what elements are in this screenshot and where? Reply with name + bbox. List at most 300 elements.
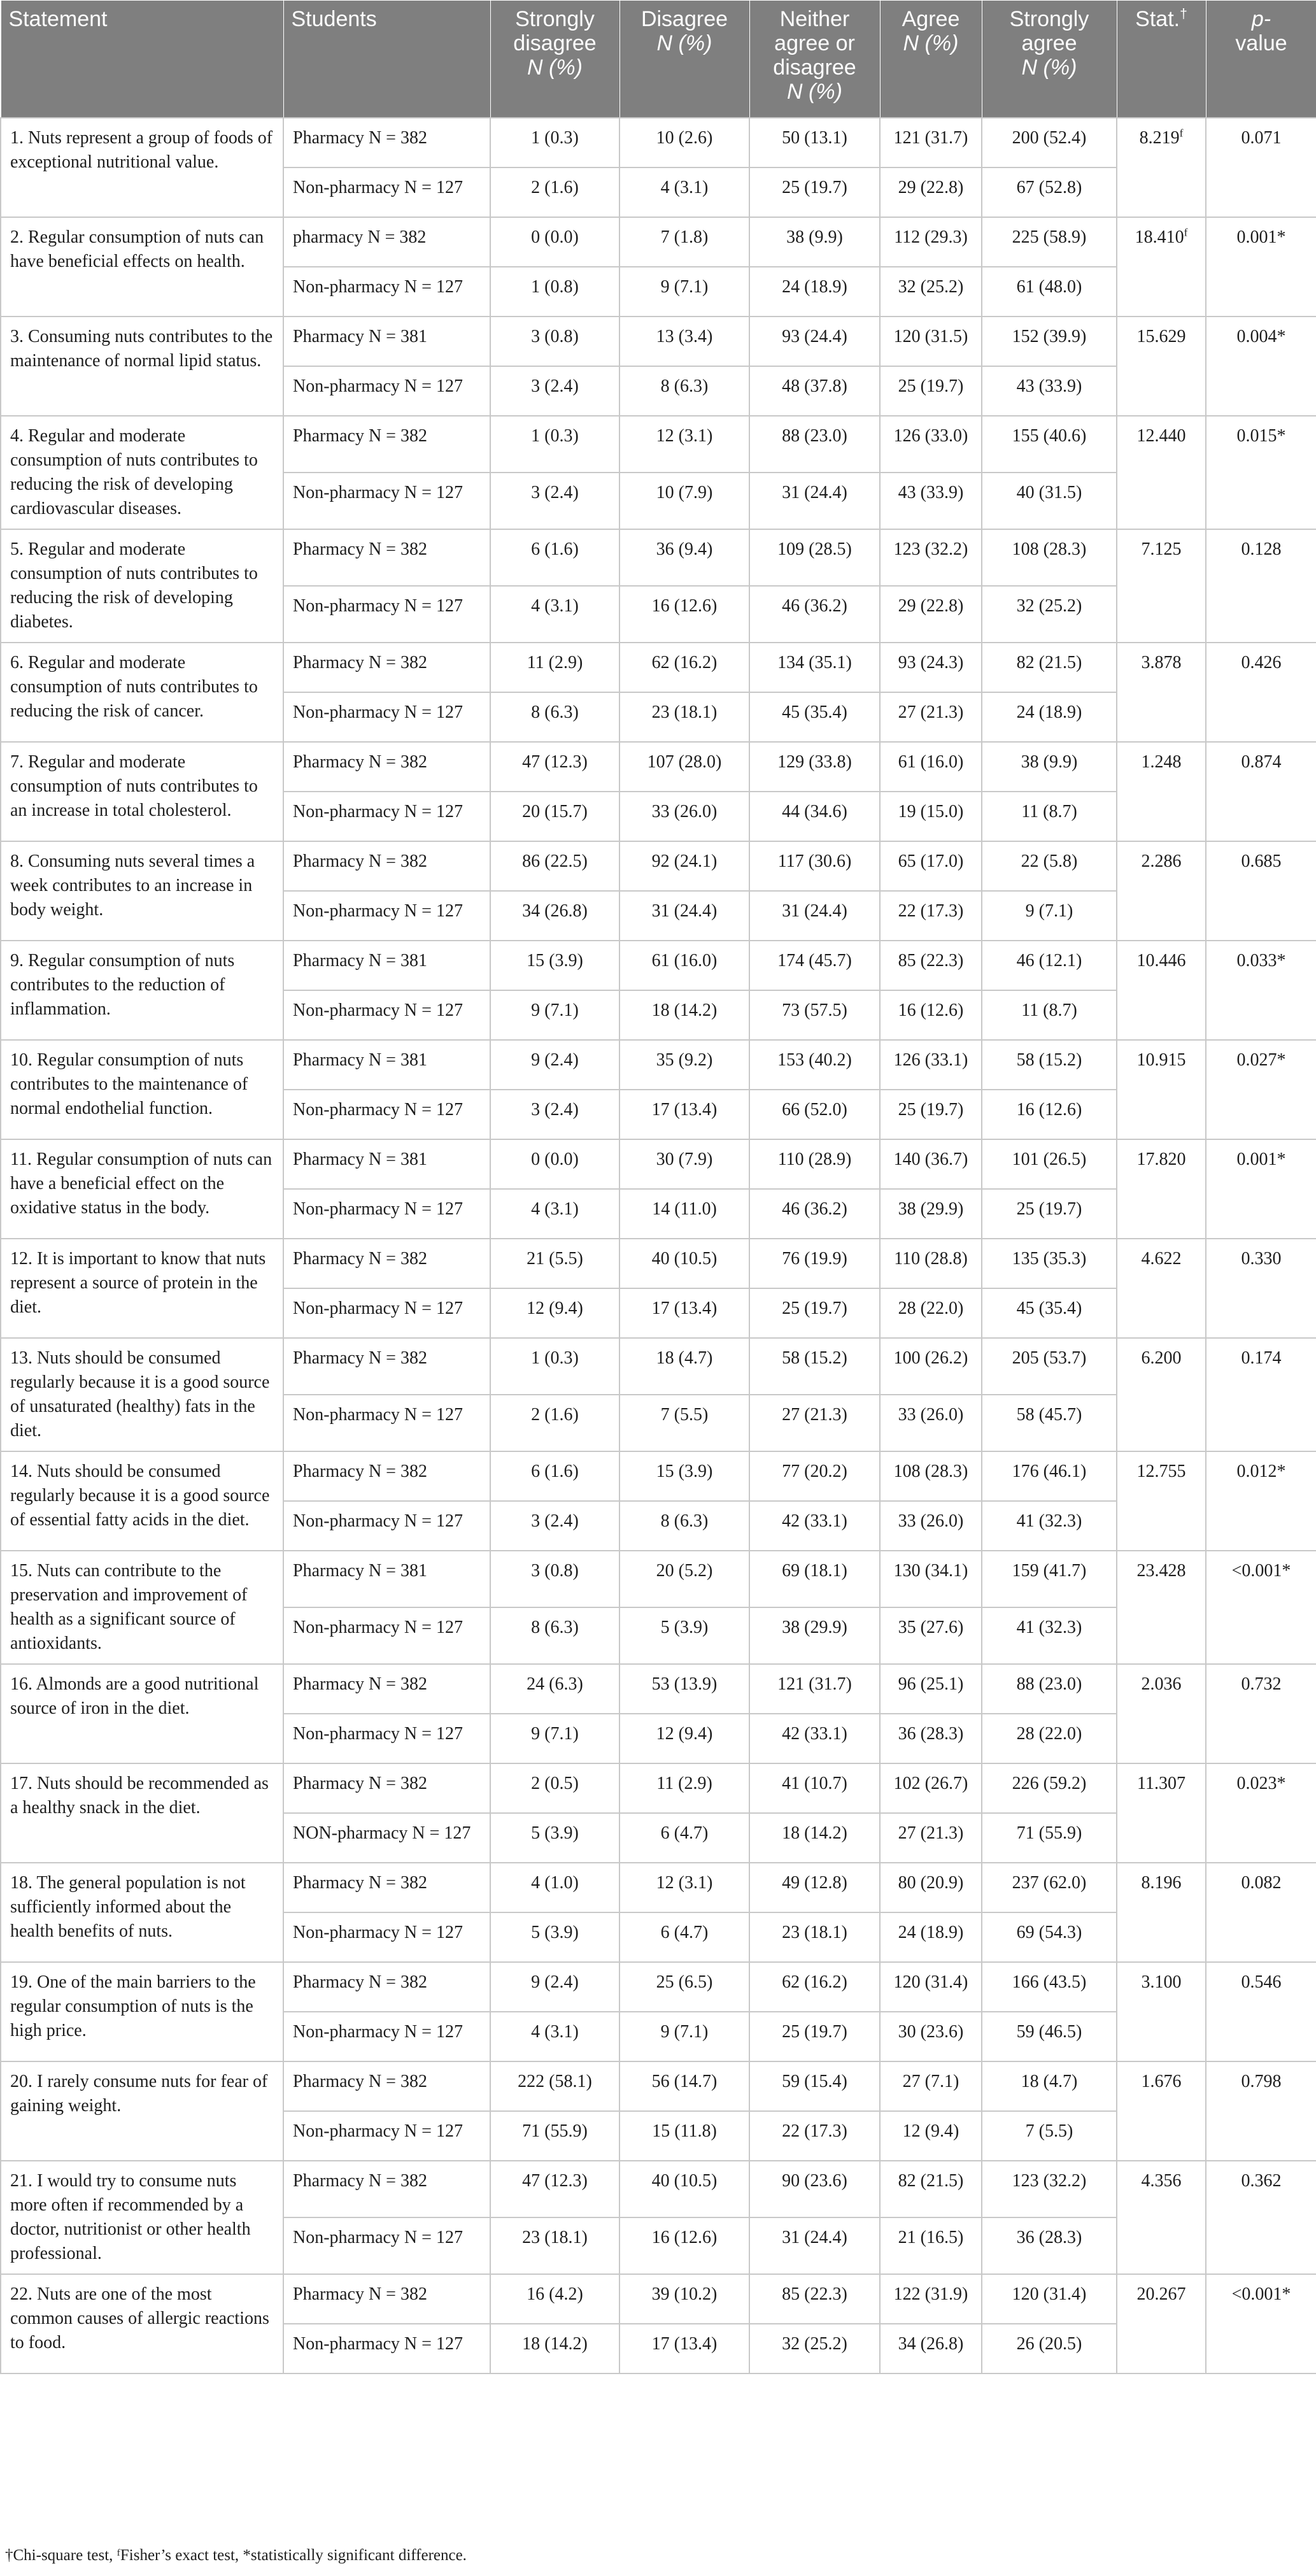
pvalue-cell: 0.798 xyxy=(1206,2061,1316,2161)
disagree-cell: 10 (2.6) xyxy=(619,118,749,167)
neither-cell: 38 (9.9) xyxy=(749,217,880,267)
stat-value: 11.307 xyxy=(1137,1773,1185,1793)
student-group-cell: Non-pharmacy N = 127 xyxy=(283,2111,490,2161)
strongly-disagree-cell: 1 (0.8) xyxy=(490,267,619,317)
pvalue-cell: 0.732 xyxy=(1206,1664,1316,1763)
strongly-agree-cell: 25 (19.7) xyxy=(982,1189,1117,1239)
disagree-cell: 12 (3.1) xyxy=(619,1863,749,1912)
statement-cell: 20. I rarely consume nuts for fear of gaining weight. xyxy=(1,2061,283,2161)
neither-cell: 25 (19.7) xyxy=(749,1288,880,1338)
stat-cell xyxy=(1117,1863,1206,1962)
table-body xyxy=(1,118,1316,2373)
neither-cell: 46 (36.2) xyxy=(749,586,880,643)
strongly-agree-cell: 225 (58.9) xyxy=(982,217,1117,267)
strongly-agree-cell: 205 (53.7) xyxy=(982,1338,1117,1395)
table-row xyxy=(1,941,1316,990)
strongly-agree-cell: 41 (32.3) xyxy=(982,1607,1117,1664)
disagree-cell: 5 (3.9) xyxy=(619,1607,749,1664)
strongly-disagree-cell: 23 (18.1) xyxy=(490,2217,619,2274)
stat-cell xyxy=(1117,529,1206,643)
student-group-cell: Non-pharmacy N = 127 xyxy=(283,366,490,416)
pvalue-cell: 0.330 xyxy=(1206,1239,1316,1338)
pvalue-cell: 0.001* xyxy=(1206,217,1316,317)
pvalue-cell: 0.004* xyxy=(1206,317,1316,416)
disagree-cell: 15 (11.8) xyxy=(619,2111,749,2161)
stat-value: 18.410 xyxy=(1135,227,1184,247)
student-group-cell: Pharmacy N = 382 xyxy=(283,1451,490,1501)
statement-cell: 14. Nuts should be consumed regularly because it is a good source of essential fatty acids in the diet. xyxy=(1,1451,283,1551)
strongly-disagree-cell: 1 (0.3) xyxy=(490,1338,619,1395)
student-group-cell: Pharmacy N = 382 xyxy=(283,118,490,167)
strongly-agree-cell: 155 (40.6) xyxy=(982,416,1117,473)
stat-cell xyxy=(1117,841,1206,941)
student-group-cell: Pharmacy N = 381 xyxy=(283,1040,490,1090)
agree-cell: 27 (21.3) xyxy=(880,692,982,742)
header-agree: Agree N (%) xyxy=(880,1,982,118)
disagree-cell: 62 (16.2) xyxy=(619,643,749,692)
disagree-cell: 107 (28.0) xyxy=(619,742,749,792)
stat-value: 17.820 xyxy=(1136,1149,1186,1169)
agree-cell: 27 (21.3) xyxy=(880,1813,982,1863)
student-group-cell: Non-pharmacy N = 127 xyxy=(283,1912,490,1962)
disagree-cell: 40 (10.5) xyxy=(619,1239,749,1288)
stat-value: 12.440 xyxy=(1136,425,1186,446)
pvalue-cell: 0.023* xyxy=(1206,1763,1316,1863)
pvalue-cell: 0.874 xyxy=(1206,742,1316,841)
strongly-disagree-cell: 6 (1.6) xyxy=(490,529,619,586)
disagree-cell: 25 (6.5) xyxy=(619,1962,749,2012)
agree-cell: 28 (22.0) xyxy=(880,1288,982,1338)
stat-cell xyxy=(1117,416,1206,529)
strongly-disagree-cell: 47 (12.3) xyxy=(490,742,619,792)
pvalue-cell: 0.174 xyxy=(1206,1338,1316,1451)
stat-value: 1.248 xyxy=(1141,751,1182,772)
strongly-disagree-cell: 3 (2.4) xyxy=(490,1501,619,1551)
agree-cell: 12 (9.4) xyxy=(880,2111,982,2161)
strongly-agree-cell: 237 (62.0) xyxy=(982,1863,1117,1912)
agree-cell: 29 (22.8) xyxy=(880,586,982,643)
student-group-cell: pharmacy N = 382 xyxy=(283,217,490,267)
student-group-cell: Non-pharmacy N = 127 xyxy=(283,792,490,841)
pvalue-cell: 0.082 xyxy=(1206,1863,1316,1962)
agree-cell: 65 (17.0) xyxy=(880,841,982,891)
student-group-cell: Non-pharmacy N = 127 xyxy=(283,1501,490,1551)
table-row xyxy=(1,1040,1316,1090)
strongly-disagree-cell: 8 (6.3) xyxy=(490,692,619,742)
table-row xyxy=(1,1863,1316,1912)
strongly-agree-cell: 16 (12.6) xyxy=(982,1090,1117,1139)
disagree-cell: 18 (14.2) xyxy=(619,990,749,1040)
strongly-agree-cell: 7 (5.5) xyxy=(982,2111,1117,2161)
statement-cell: 13. Nuts should be consumed regularly because it is a good source of unsaturated (healthy) fats in the diet. xyxy=(1,1338,283,1451)
stat-cell xyxy=(1117,2161,1206,2274)
disagree-cell: 56 (14.7) xyxy=(619,2061,749,2111)
disagree-cell: 6 (4.7) xyxy=(619,1813,749,1863)
stat-cell xyxy=(1117,941,1206,1040)
strongly-agree-cell: 226 (59.2) xyxy=(982,1763,1117,1813)
student-group-cell: Pharmacy N = 381 xyxy=(283,941,490,990)
neither-cell: 49 (12.8) xyxy=(749,1863,880,1912)
stat-value: 10.446 xyxy=(1136,950,1186,971)
stat-value: 2.286 xyxy=(1141,851,1182,871)
table-row xyxy=(1,742,1316,792)
strongly-disagree-cell: 3 (0.8) xyxy=(490,317,619,366)
neither-cell: 31 (24.4) xyxy=(749,473,880,529)
student-group-cell: Pharmacy N = 381 xyxy=(283,1551,490,1607)
student-group-cell: Non-pharmacy N = 127 xyxy=(283,1288,490,1338)
strongly-agree-cell: 152 (39.9) xyxy=(982,317,1117,366)
strongly-disagree-cell: 9 (7.1) xyxy=(490,1714,619,1763)
strongly-disagree-cell: 4 (3.1) xyxy=(490,2012,619,2061)
strongly-agree-cell: 82 (21.5) xyxy=(982,643,1117,692)
strongly-agree-cell: 71 (55.9) xyxy=(982,1813,1117,1863)
neither-cell: 117 (30.6) xyxy=(749,841,880,891)
pvalue-cell: 0.012* xyxy=(1206,1451,1316,1551)
stat-cell xyxy=(1117,2061,1206,2161)
table-row xyxy=(1,2161,1316,2217)
disagree-cell: 20 (5.2) xyxy=(619,1551,749,1607)
header-students: Students xyxy=(283,1,490,118)
strongly-agree-cell: 40 (31.5) xyxy=(982,473,1117,529)
disagree-cell: 92 (24.1) xyxy=(619,841,749,891)
disagree-cell: 39 (10.2) xyxy=(619,2274,749,2324)
neither-cell: 27 (21.3) xyxy=(749,1395,880,1451)
student-group-cell: Non-pharmacy N = 127 xyxy=(283,891,490,941)
student-group-cell: Pharmacy N = 382 xyxy=(283,742,490,792)
strongly-disagree-cell: 15 (3.9) xyxy=(490,941,619,990)
statement-cell: 1. Nuts represent a group of foods of exceptional nutritional value. xyxy=(1,118,283,217)
strongly-agree-cell: 26 (20.5) xyxy=(982,2324,1117,2373)
student-group-cell: Non-pharmacy N = 127 xyxy=(283,692,490,742)
neither-cell: 129 (33.8) xyxy=(749,742,880,792)
table-footnote: †Chi-square test, ᶠFisher’s exact test, *statistically significant difference. xyxy=(5,2547,467,2564)
student-group-cell: Pharmacy N = 382 xyxy=(283,1664,490,1714)
strongly-agree-cell: 43 (33.9) xyxy=(982,366,1117,416)
agree-cell: 140 (36.7) xyxy=(880,1139,982,1189)
strongly-agree-cell: 58 (15.2) xyxy=(982,1040,1117,1090)
stat-value: 12.755 xyxy=(1136,1461,1186,1481)
strongly-disagree-cell: 3 (2.4) xyxy=(490,1090,619,1139)
neither-cell: 73 (57.5) xyxy=(749,990,880,1040)
agree-cell: 38 (29.9) xyxy=(880,1189,982,1239)
student-group-cell: Pharmacy N = 382 xyxy=(283,1239,490,1288)
stat-cell xyxy=(1117,643,1206,742)
strongly-disagree-cell: 5 (3.9) xyxy=(490,1912,619,1962)
agree-cell: 25 (19.7) xyxy=(880,366,982,416)
stat-test-mark: f xyxy=(1184,226,1188,239)
neither-cell: 18 (14.2) xyxy=(749,1813,880,1863)
neither-cell: 134 (35.1) xyxy=(749,643,880,692)
disagree-cell: 11 (2.9) xyxy=(619,1763,749,1813)
stat-value: 2.036 xyxy=(1141,1674,1182,1694)
neither-cell: 88 (23.0) xyxy=(749,416,880,473)
strongly-agree-cell: 22 (5.8) xyxy=(982,841,1117,891)
student-group-cell: Non-pharmacy N = 127 xyxy=(283,473,490,529)
stat-value: 15.629 xyxy=(1136,326,1186,346)
pvalue-cell: 0.128 xyxy=(1206,529,1316,643)
neither-cell: 121 (31.7) xyxy=(749,1664,880,1714)
strongly-agree-cell: 45 (35.4) xyxy=(982,1288,1117,1338)
strongly-agree-cell: 200 (52.4) xyxy=(982,118,1117,167)
disagree-cell: 12 (9.4) xyxy=(619,1714,749,1763)
strongly-agree-cell: 123 (32.2) xyxy=(982,2161,1117,2217)
neither-cell: 44 (34.6) xyxy=(749,792,880,841)
agree-cell: 61 (16.0) xyxy=(880,742,982,792)
student-group-cell: Pharmacy N = 382 xyxy=(283,529,490,586)
stat-value: 23.428 xyxy=(1136,1560,1186,1581)
strongly-disagree-cell: 1 (0.3) xyxy=(490,416,619,473)
strongly-disagree-cell: 4 (1.0) xyxy=(490,1863,619,1912)
student-group-cell: Pharmacy N = 382 xyxy=(283,1338,490,1395)
strongly-disagree-cell: 34 (26.8) xyxy=(490,891,619,941)
student-group-cell: Non-pharmacy N = 127 xyxy=(283,167,490,217)
statement-cell: 10. Regular consumption of nuts contributes to the maintenance of normal endothelial function. xyxy=(1,1040,283,1139)
header-disagree: Disagree N (%) xyxy=(619,1,749,118)
neither-cell: 85 (22.3) xyxy=(749,2274,880,2324)
student-group-cell: Non-pharmacy N = 127 xyxy=(283,1607,490,1664)
pvalue-cell: 0.685 xyxy=(1206,841,1316,941)
strongly-agree-cell: 18 (4.7) xyxy=(982,2061,1117,2111)
disagree-cell: 7 (5.5) xyxy=(619,1395,749,1451)
agree-cell: 108 (28.3) xyxy=(880,1451,982,1501)
agree-cell: 120 (31.4) xyxy=(880,1962,982,2012)
strongly-disagree-cell: 24 (6.3) xyxy=(490,1664,619,1714)
strongly-agree-cell: 69 (54.3) xyxy=(982,1912,1117,1962)
pvalue-cell: 0.001* xyxy=(1206,1139,1316,1239)
disagree-cell: 30 (7.9) xyxy=(619,1139,749,1189)
agree-cell: 93 (24.3) xyxy=(880,643,982,692)
statement-cell: 4. Regular and moderate consumption of nuts contributes to reducing the risk of developing cardiovascular diseases. xyxy=(1,416,283,529)
disagree-cell: 23 (18.1) xyxy=(619,692,749,742)
stat-value: 3.878 xyxy=(1141,652,1182,672)
header-strongly-agree: Strongly agree N (%) xyxy=(982,1,1117,118)
statement-cell: 21. I would try to consume nuts more often if recommended by a doctor, nutritionist or other health professional. xyxy=(1,2161,283,2274)
strongly-agree-cell: 120 (31.4) xyxy=(982,2274,1117,2324)
disagree-cell: 17 (13.4) xyxy=(619,2324,749,2373)
neither-cell: 66 (52.0) xyxy=(749,1090,880,1139)
table-row xyxy=(1,118,1316,167)
table-row xyxy=(1,1239,1316,1288)
stat-cell xyxy=(1117,118,1206,217)
stat-test-mark: f xyxy=(1179,127,1184,139)
neither-cell: 46 (36.2) xyxy=(749,1189,880,1239)
stat-value: 10.915 xyxy=(1136,1050,1186,1070)
disagree-cell: 13 (3.4) xyxy=(619,317,749,366)
strongly-agree-cell: 166 (43.5) xyxy=(982,1962,1117,2012)
statement-cell: 16. Almonds are a good nutritional source of iron in the diet. xyxy=(1,1664,283,1763)
disagree-cell: 9 (7.1) xyxy=(619,2012,749,2061)
pvalue-cell: 0.546 xyxy=(1206,1962,1316,2061)
agree-cell: 21 (16.5) xyxy=(880,2217,982,2274)
student-group-cell: Non-pharmacy N = 127 xyxy=(283,1189,490,1239)
table-row xyxy=(1,1338,1316,1395)
neither-cell: 42 (33.1) xyxy=(749,1501,880,1551)
agree-cell: 112 (29.3) xyxy=(880,217,982,267)
strongly-agree-cell: 11 (8.7) xyxy=(982,990,1117,1040)
agree-cell: 34 (26.8) xyxy=(880,2324,982,2373)
stat-cell xyxy=(1117,1139,1206,1239)
neither-cell: 31 (24.4) xyxy=(749,2217,880,2274)
table-row xyxy=(1,2061,1316,2111)
table-row xyxy=(1,643,1316,692)
disagree-cell: 10 (7.9) xyxy=(619,473,749,529)
neither-cell: 45 (35.4) xyxy=(749,692,880,742)
disagree-cell: 6 (4.7) xyxy=(619,1912,749,1962)
stat-cell xyxy=(1117,742,1206,841)
statement-cell: 5. Regular and moderate consumption of nuts contributes to reducing the risk of developing diabetes. xyxy=(1,529,283,643)
statement-cell: 3. Consuming nuts contributes to the maintenance of normal lipid status. xyxy=(1,317,283,416)
strongly-disagree-cell: 222 (58.1) xyxy=(490,2061,619,2111)
agree-cell: 102 (26.7) xyxy=(880,1763,982,1813)
header-pvalue: p- value xyxy=(1206,1,1316,118)
strongly-disagree-cell: 0 (0.0) xyxy=(490,217,619,267)
neither-cell: 42 (33.1) xyxy=(749,1714,880,1763)
strongly-agree-cell: 61 (48.0) xyxy=(982,267,1117,317)
stat-cell xyxy=(1117,1338,1206,1451)
student-group-cell: Pharmacy N = 382 xyxy=(283,1962,490,2012)
stat-value: 1.676 xyxy=(1141,2071,1182,2091)
student-group-cell: Non-pharmacy N = 127 xyxy=(283,267,490,317)
stat-value: 7.125 xyxy=(1141,539,1182,559)
neither-cell: 41 (10.7) xyxy=(749,1763,880,1813)
header-neither: Neither agree or disagree N (%) xyxy=(749,1,880,118)
disagree-cell: 8 (6.3) xyxy=(619,1501,749,1551)
strongly-disagree-cell: 18 (14.2) xyxy=(490,2324,619,2373)
agree-cell: 33 (26.0) xyxy=(880,1501,982,1551)
table-row xyxy=(1,317,1316,366)
strongly-disagree-cell: 3 (2.4) xyxy=(490,473,619,529)
student-group-cell: Pharmacy N = 382 xyxy=(283,2161,490,2217)
neither-cell: 50 (13.1) xyxy=(749,118,880,167)
pvalue-cell: 0.362 xyxy=(1206,2161,1316,2274)
strongly-disagree-cell: 9 (7.1) xyxy=(490,990,619,1040)
student-group-cell: Pharmacy N = 382 xyxy=(283,1763,490,1813)
agree-cell: 30 (23.6) xyxy=(880,2012,982,2061)
stat-value: 20.267 xyxy=(1136,2284,1186,2304)
stat-value: 4.356 xyxy=(1141,2170,1182,2191)
stat-cell xyxy=(1117,317,1206,416)
stat-value: 8.219 xyxy=(1139,127,1180,148)
agree-cell: 82 (21.5) xyxy=(880,2161,982,2217)
statement-cell: 18. The general population is not sufficiently informed about the health benefits of nuts. xyxy=(1,1863,283,1962)
strongly-disagree-cell: 8 (6.3) xyxy=(490,1607,619,1664)
neither-cell: 24 (18.9) xyxy=(749,267,880,317)
disagree-cell: 17 (13.4) xyxy=(619,1090,749,1139)
table-row xyxy=(1,1763,1316,1813)
stat-cell xyxy=(1117,1962,1206,2061)
strongly-agree-cell: 32 (25.2) xyxy=(982,586,1117,643)
statement-cell: 2. Regular consumption of nuts can have beneficial effects on health. xyxy=(1,217,283,317)
neither-cell: 109 (28.5) xyxy=(749,529,880,586)
strongly-disagree-cell: 0 (0.0) xyxy=(490,1139,619,1189)
statement-cell: 11. Regular consumption of nuts can have a beneficial effect on the oxidative status in the body. xyxy=(1,1139,283,1239)
neither-cell: 76 (19.9) xyxy=(749,1239,880,1288)
neither-cell: 62 (16.2) xyxy=(749,1962,880,2012)
pvalue-cell: 0.027* xyxy=(1206,1040,1316,1139)
disagree-cell: 61 (16.0) xyxy=(619,941,749,990)
disagree-cell: 15 (3.9) xyxy=(619,1451,749,1501)
pvalue-cell: 0.426 xyxy=(1206,643,1316,742)
strongly-disagree-cell: 1 (0.3) xyxy=(490,118,619,167)
table-row xyxy=(1,416,1316,473)
agree-cell: 43 (33.9) xyxy=(880,473,982,529)
strongly-disagree-cell: 6 (1.6) xyxy=(490,1451,619,1501)
strongly-disagree-cell: 11 (2.9) xyxy=(490,643,619,692)
agree-cell: 110 (28.8) xyxy=(880,1239,982,1288)
agree-cell: 27 (7.1) xyxy=(880,2061,982,2111)
agree-cell: 16 (12.6) xyxy=(880,990,982,1040)
agree-cell: 22 (17.3) xyxy=(880,891,982,941)
strongly-disagree-cell: 4 (3.1) xyxy=(490,1189,619,1239)
pvalue-cell: <0.001* xyxy=(1206,1551,1316,1664)
neither-cell: 22 (17.3) xyxy=(749,2111,880,2161)
agree-cell: 32 (25.2) xyxy=(880,267,982,317)
agree-cell: 122 (31.9) xyxy=(880,2274,982,2324)
neither-cell: 25 (19.7) xyxy=(749,2012,880,2061)
table-row xyxy=(1,1451,1316,1501)
strongly-disagree-cell: 71 (55.9) xyxy=(490,2111,619,2161)
agree-cell: 126 (33.1) xyxy=(880,1040,982,1090)
stat-value: 8.196 xyxy=(1141,1872,1182,1893)
student-group-cell: Non-pharmacy N = 127 xyxy=(283,1395,490,1451)
student-group-cell: Non-pharmacy N = 127 xyxy=(283,2324,490,2373)
strongly-disagree-cell: 9 (2.4) xyxy=(490,1040,619,1090)
disagree-cell: 9 (7.1) xyxy=(619,267,749,317)
student-group-cell: Pharmacy N = 382 xyxy=(283,643,490,692)
disagree-cell: 31 (24.4) xyxy=(619,891,749,941)
student-group-cell: Non-pharmacy N = 127 xyxy=(283,1090,490,1139)
header-row xyxy=(1,1,1316,118)
statement-cell: 19. One of the main barriers to the regular consumption of nuts is the high price. xyxy=(1,1962,283,2061)
header-statement: Statement xyxy=(1,1,283,118)
strongly-agree-cell: 159 (41.7) xyxy=(982,1551,1117,1607)
student-group-cell: Pharmacy N = 381 xyxy=(283,1139,490,1189)
stat-value: 6.200 xyxy=(1141,1348,1182,1368)
student-group-cell: Non-pharmacy N = 127 xyxy=(283,990,490,1040)
agree-cell: 80 (20.9) xyxy=(880,1863,982,1912)
neither-cell: 174 (45.7) xyxy=(749,941,880,990)
strongly-agree-cell: 176 (46.1) xyxy=(982,1451,1117,1501)
neither-cell: 77 (20.2) xyxy=(749,1451,880,1501)
neither-cell: 38 (29.9) xyxy=(749,1607,880,1664)
pvalue-cell: <0.001* xyxy=(1206,2274,1316,2373)
table-row xyxy=(1,1664,1316,1714)
disagree-cell: 53 (13.9) xyxy=(619,1664,749,1714)
pvalue-cell: 0.015* xyxy=(1206,416,1316,529)
strongly-agree-cell: 41 (32.3) xyxy=(982,1501,1117,1551)
table-row xyxy=(1,1551,1316,1607)
neither-cell: 153 (40.2) xyxy=(749,1040,880,1090)
strongly-disagree-cell: 12 (9.4) xyxy=(490,1288,619,1338)
student-group-cell: Pharmacy N = 382 xyxy=(283,2061,490,2111)
neither-cell: 23 (18.1) xyxy=(749,1912,880,1962)
agree-cell: 121 (31.7) xyxy=(880,118,982,167)
disagree-cell: 35 (9.2) xyxy=(619,1040,749,1090)
agree-cell: 123 (32.2) xyxy=(880,529,982,586)
table-row xyxy=(1,1962,1316,2012)
strongly-disagree-cell: 9 (2.4) xyxy=(490,1962,619,2012)
strongly-agree-cell: 24 (18.9) xyxy=(982,692,1117,742)
disagree-cell: 36 (9.4) xyxy=(619,529,749,586)
pvalue-cell: 0.033* xyxy=(1206,941,1316,1040)
table-row xyxy=(1,217,1316,267)
strongly-disagree-cell: 5 (3.9) xyxy=(490,1813,619,1863)
statement-cell: 9. Regular consumption of nuts contributes to the reduction of inflammation. xyxy=(1,941,283,1040)
neither-cell: 58 (15.2) xyxy=(749,1338,880,1395)
agree-cell: 100 (26.2) xyxy=(880,1338,982,1395)
statement-cell: 6. Regular and moderate consumption of nuts contributes to reducing the risk of cancer. xyxy=(1,643,283,742)
neither-cell: 25 (19.7) xyxy=(749,167,880,217)
